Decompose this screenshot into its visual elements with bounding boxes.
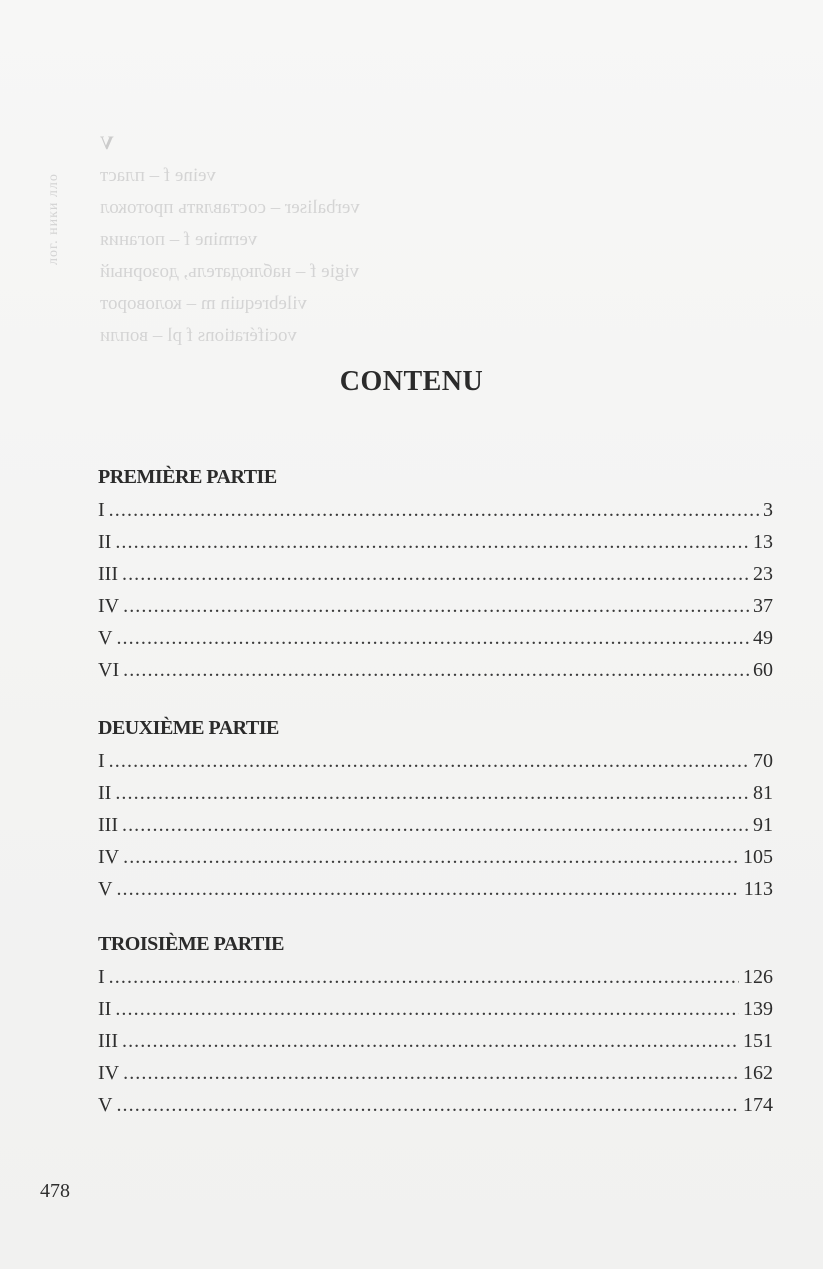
dot-leader [115,993,739,1025]
page-number: 478 [40,1180,70,1202]
toc-entry[interactable] [98,745,773,777]
page-ref: 113 [743,878,773,900]
dot-leader [123,590,749,622]
dot-leader [122,1025,739,1057]
toc-entry[interactable] [98,622,773,654]
page-ref: 162 [743,1062,773,1084]
page-ref: 13 [753,531,773,553]
toc-entry[interactable] [98,654,773,686]
part-2 [98,713,773,905]
side-bleed-text: лог. ники лло [46,173,61,265]
part-title: DEUXIÈME PARTIE [98,717,279,739]
page-title: CONTENU [339,366,484,397]
chapter-number: V [98,627,113,649]
part-1 [98,462,773,686]
chapter-number: II [98,531,112,553]
dot-leader [123,1057,739,1089]
dot-leader [116,622,749,654]
dot-leader [116,1089,739,1121]
bleed-line: vociférations f pl – вопли [100,325,297,346]
dot-leader [109,494,759,526]
chapter-number: V [98,1094,113,1116]
part-3 [98,929,773,1121]
dot-leader [109,745,749,777]
part-title: TROISIÈME PARTIE [98,933,284,955]
page-ref: 23 [753,563,773,585]
toc-entry[interactable] [98,777,773,809]
chapter-number: II [98,998,112,1020]
bleed-line: vilebrequin m – коловорот [100,293,307,314]
toc-entry[interactable] [98,526,773,558]
toc-entry[interactable] [98,993,773,1025]
chapter-number: III [98,563,118,585]
chapter-number: V [98,878,113,900]
chapter-number: IV [98,595,120,617]
bleed-line: vermine f – погания [100,229,258,250]
toc-entry[interactable] [98,841,773,873]
chapter-number: IV [98,1062,120,1084]
bleed-through-text [100,128,780,352]
chapter-number: I [98,750,105,772]
chapter-number: II [98,782,112,804]
table-of-contents [98,462,773,1121]
dot-leader [123,654,749,686]
toc-entry[interactable] [98,558,773,590]
dot-leader [116,873,739,905]
toc-entry[interactable] [98,494,773,526]
toc-entry[interactable] [98,1025,773,1057]
page-ref: 91 [753,814,773,836]
dot-leader [115,526,749,558]
page-ref: 174 [743,1094,773,1116]
page-ref: 60 [753,659,773,681]
page-ref: 81 [753,782,773,804]
bleed-line: verbaliser – составлять протокол [100,197,360,218]
toc-entry[interactable] [98,961,773,993]
page-ref: 126 [743,966,773,988]
chapter-number: I [98,499,105,521]
dot-leader [122,558,749,590]
chapter-number: III [98,1030,118,1052]
page-ref: 105 [743,846,773,868]
bleed-line: vigie f – наблюдатель, дозорный [100,261,360,282]
page-ref: 37 [753,595,773,617]
dot-leader [115,777,749,809]
toc-entry[interactable] [98,1089,773,1121]
toc-entry[interactable] [98,590,773,622]
dot-leader [122,809,749,841]
chapter-number: IV [98,846,120,868]
bleed-line: veine f – пласт [100,165,217,186]
bleed-line: V [100,133,114,154]
chapter-number: VI [98,659,120,681]
page-ref: 49 [753,627,773,649]
page-ref: 151 [743,1030,773,1052]
page-ref: 70 [753,750,773,772]
toc-entry[interactable] [98,809,773,841]
toc-entry[interactable] [98,873,773,905]
page-ref: 139 [743,998,773,1020]
chapter-number: III [98,814,118,836]
dot-leader [109,961,739,993]
part-title: PREMIÈRE PARTIE [98,466,277,488]
dot-leader [123,841,739,873]
toc-entry[interactable] [98,1057,773,1089]
chapter-number: I [98,966,105,988]
page-ref: 3 [763,499,773,521]
